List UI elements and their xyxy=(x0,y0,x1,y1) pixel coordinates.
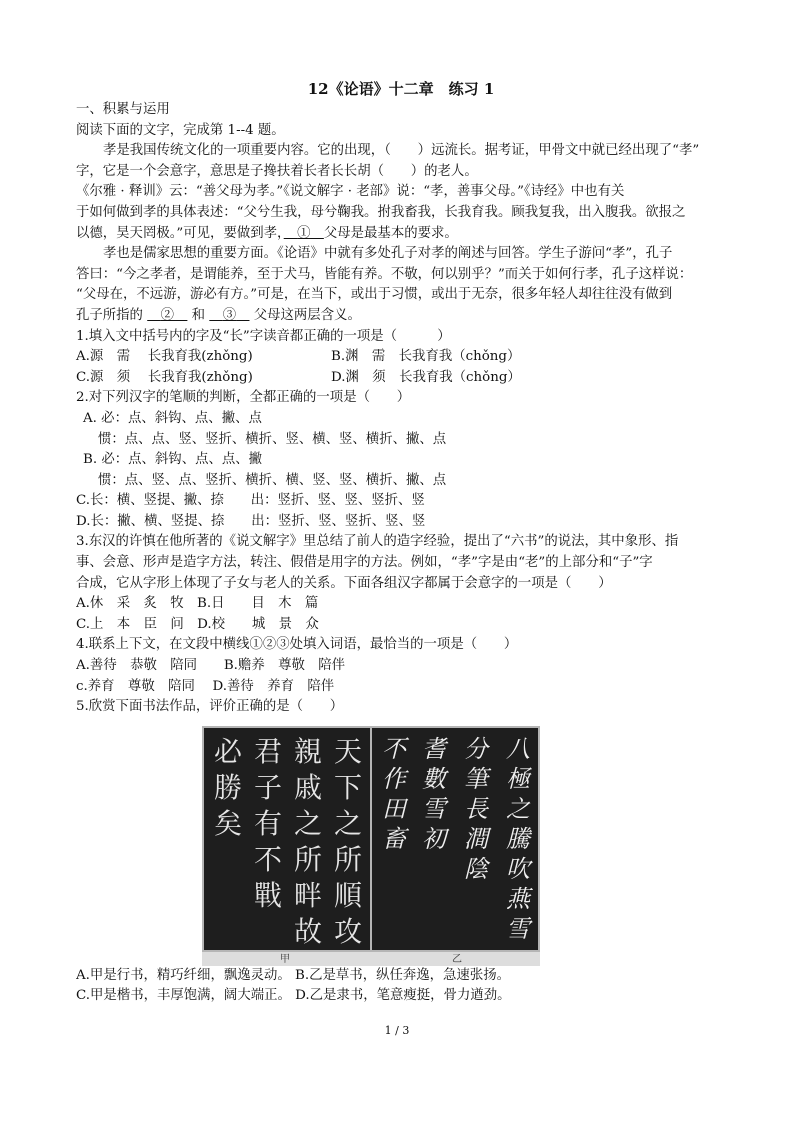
calligraphy-column: 八極之騰吹燕雪 xyxy=(506,734,530,943)
page-number: 1 / 3 xyxy=(384,1024,410,1037)
passage-line: “父母在，不远游，游必有方。”可是，在当下，或出于习惯，或出于无奈，很多年轻人却往往没有做到 xyxy=(76,287,673,303)
question-5-stem: 5.欣赏下面书法作品，评价正确的是（ ） xyxy=(76,699,344,715)
passage-line: 孝是我国传统文化的一项重要内容。它的出现，（ ）远流长。据考证，甲骨文中就已经出现了“孝” xyxy=(103,143,700,159)
question-3-stem: 3.东汉的许慎在他所著的《说文解字》里总结了前人的造字经验，提出了“六书”的说法，其中象形、指 xyxy=(76,534,679,550)
option-a: A. 必：点、斜钩、点、撇、点 xyxy=(83,410,262,426)
question-3-stem: 合成，它从字形上体现了子女与老人的关系。下面各组汉字都属于会意字的一项是（ ） xyxy=(76,575,612,591)
question-4-stem: 4.联系上下文，在文段中横线①②③处填入词语，最恰当的一项是（ ） xyxy=(76,637,518,653)
calligraphy-column: 分筆長澗陰 xyxy=(464,734,488,883)
calligraphy-column: 必勝矣 xyxy=(213,734,242,840)
passage-line: 孝也是儒家思想的重要方面。《论语》中就有多处孔子对孝的阐述与回答。学生子游问“孝”，孔子 xyxy=(103,246,673,262)
option-b: B. 必：点、斜钩、点、点、撇 xyxy=(83,452,263,468)
passage-text: 以德，昊天罔极。”可见，要做到孝， xyxy=(76,225,284,241)
question-3-options-ab: A.休 采 炙 牧 B.日 目 木 篇 xyxy=(76,596,319,612)
option-c: C.长：横、竖提、撇、捺 出：竖折、竖、竖、竖折、竖 xyxy=(76,493,425,509)
figure-label-jia: 甲 xyxy=(280,953,290,965)
passage-line xyxy=(76,224,726,245)
option-d: D.渊 须 长我育我（chǒng） xyxy=(331,369,521,385)
option-b: B.渊 需 长我育我（chǒng） xyxy=(331,349,521,365)
blank-1: ① xyxy=(297,225,311,241)
passage-line: 答曰：“今之孝者，是谓能养，至于犬马，皆能有养。不敬，何以别乎？”而关于如何行孝，孔子这样说： xyxy=(76,266,693,282)
passage-line: 孔子所指的 ② 和 ③ 父母这两层含义。 xyxy=(76,307,361,323)
calligraphy-column: 天下之所順攻 xyxy=(333,734,362,948)
question-1-options xyxy=(76,368,726,389)
calligraphy-yi-image xyxy=(370,726,540,952)
option-a-cont: 惯：点、点、竖、竖折、横折、竖、横、竖、横折、撇、点 xyxy=(98,431,447,447)
option-d: D.长：撇、横、竖提、捺 出：竖折、竖、竖折、竖、竖 xyxy=(76,513,426,529)
passage-line: 于如何做到孝的具体表述：“父兮生我，母兮鞠我。拊我畜我，长我育我。顾我复我，出入腹我。欲报之 xyxy=(76,204,686,220)
question-1-options xyxy=(76,347,726,368)
question-2-stem: 2.对下列汉字的笔顺的判断，全都正确的一项是（ ） xyxy=(76,390,411,406)
question-3-stem: 事、会意、形声是造字方法，转注、假借是用字的方法。例如，“孝”字是由“老”的上部分和“子”字 xyxy=(76,555,653,571)
question-3-options-cd: C.上 本 臣 问 D.校 城 景 众 xyxy=(76,616,319,632)
instructions: 阅读下面的文字，完成第 1--4 题。 xyxy=(76,122,285,138)
calligraphy-column: 親戚之所畔故 xyxy=(293,734,322,948)
question-5-options-ab: A.甲是行书，精巧纤细，飘逸灵动。 B.乙是草书，纵任奔逸，急速张扬。 xyxy=(76,967,510,983)
calligraphy-column: 耆數雪初 xyxy=(422,734,446,853)
calligraphy-jia-image xyxy=(202,726,372,952)
figure-label-yi: 乙 xyxy=(452,953,462,965)
passage-line: 字，它是一个会意字，意思是子搀扶着长者长长胡（ ）的老人。 xyxy=(76,163,478,179)
question-5-options-cd: C.甲是楷书，丰厚饱满，阔大端正。 D.乙是隶书，笔意瘦挺，骨力遒劲。 xyxy=(76,988,511,1004)
calligraphy-column: 不作田畜 xyxy=(382,734,406,853)
question-4-options-cd: c.养育 尊敬 陪同 D.善待 养育 陪伴 xyxy=(76,678,335,694)
calligraphy-column: 君子有不戰 xyxy=(253,734,282,912)
option-a: A.源 需 长我育我(zhǒng) xyxy=(76,349,253,365)
calligraphy-figure xyxy=(202,726,540,966)
blank-3: ③ xyxy=(222,307,237,323)
question-4-options-ab: A.善待 恭敬 陪同 B.赡养 尊敬 陪伴 xyxy=(76,658,346,674)
option-c: C.源 须 长我育我(zhǒng) xyxy=(76,369,253,385)
worksheet-page xyxy=(76,78,726,1007)
blank-2: ② xyxy=(160,307,174,323)
passage-text: 父母是最基本的要求。 xyxy=(323,225,458,241)
question-1-stem: 1.填入文中括号内的字及“长”字读音都正确的一项是（ ） xyxy=(76,328,451,344)
page-title: 12《论语》十二章 练习 1 xyxy=(307,80,495,98)
section-heading: 一、积累与运用 xyxy=(76,102,170,117)
option-b-cont: 惯：点、竖、点、竖折、横折、横、竖、竖、横折、撇、点 xyxy=(98,472,447,488)
passage-line: 《尔雅 · 释训》云：“善父母为孝。”《说文解字 · 老部》说：“孝，善事父母。”《诗经》中也有关 xyxy=(76,184,625,200)
